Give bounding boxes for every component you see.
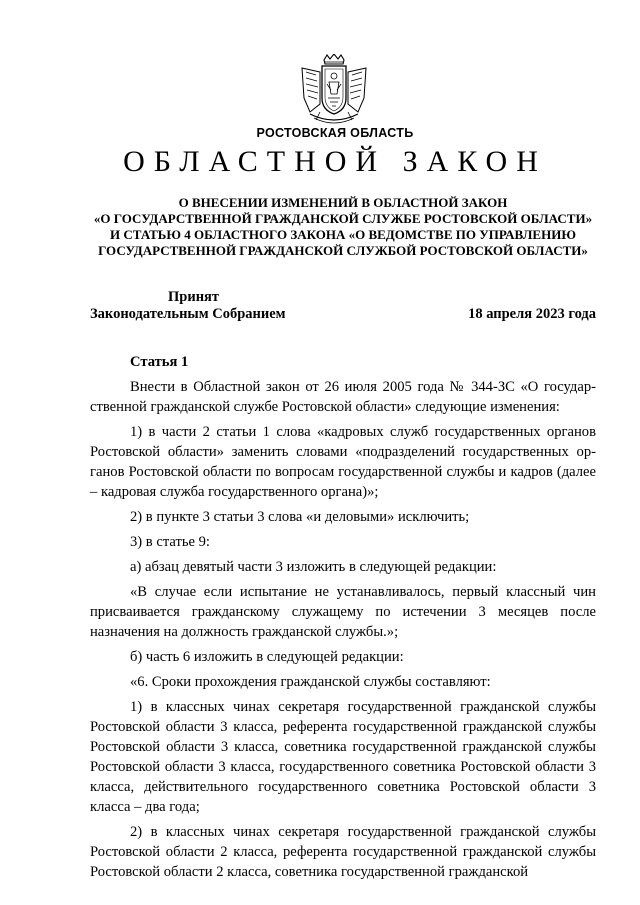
article-heading: Статья 1 [130, 354, 189, 370]
article-paragraph: а) абзац девятый части 3 изложить в следующей редакции: [130, 559, 497, 575]
article-paragraph: 1) в классных чинах секретаря государственной гражданской службы Ростовской области 3 класса, референта государственной гражданской службы Ростовской области 3 класса, советника государственной гражданской службы Ростовской области 3 класса, государственного советника Ростовской области 3 класса, действительного государственного советника Ростовской области 3 класса – два года; [90, 699, 596, 815]
coat-of-arms-icon [296, 54, 372, 126]
adoption-row [90, 306, 596, 323]
article-paragraph: «В случае если испытание не устанавливалось, первый классный чин присваивается гражданскому служащему по истечении 3 месяцев после назначения на должность гражданской службы.»; [90, 584, 596, 640]
article-paragraph: 1) в части 2 статьи 1 слова «кадровых служб государственных органов Ростовской области» заменить словами «подразделений государственных органов Ростовской области по вопросам государственной службы и кадров (далее – кадровая служба государственного органа)»; [90, 424, 596, 500]
law-type-heading: ОБЛАСТНОЙ ЗАКОН [123, 145, 547, 178]
adopted-label: Принят [168, 289, 220, 305]
article-paragraph: Внести в Областной закон от 26 июля 2005 года № 344-ЗС «О государственной гражданской службе Ростовской области» следующие изменения: [90, 379, 596, 415]
law-title [90, 195, 596, 259]
adoption-block [90, 289, 596, 323]
article-paragraph: б) часть 6 изложить в следующей редакции: [130, 649, 404, 665]
law-title-line: И СТАТЬЮ 4 ОБЛАСТНОГО ЗАКОНА «О ВЕДОМСТВЕ ПО УПРАВЛЕНИЮ [110, 227, 576, 242]
adoption-date: 18 апреля 2023 года [468, 306, 596, 322]
law-title-line: О ВНЕСЕНИИ ИЗМЕНЕНИЙ В ОБЛАСТНОЙ ЗАКОН [178, 195, 508, 210]
article-paragraph: 2) в классных чинах секретаря государственной гражданской службы Ростовской области 2 класса, референта государственной гражданской службы Ростовской области 2 класса, советника государственной гражданской [90, 824, 596, 880]
article-paragraph: «6. Сроки прохождения гражданской службы составляют: [130, 674, 491, 690]
adopting-body: Законодательным Собранием [90, 306, 286, 322]
law-title-line: ГОСУДАРСТВЕННОЙ ГРАЖДАНСКОЙ СЛУЖБОЙ РОСТОВСКОЙ ОБЛАСТИ» [98, 243, 588, 258]
region-name: РОСТОВСКАЯ ОБЛАСТЬ [256, 126, 414, 140]
article-body [90, 352, 596, 887]
law-title-line: «О ГОСУДАРСТВЕННОЙ ГРАЖДАНСКОЙ СЛУЖБЕ РОСТОВСКОЙ ОБЛАСТИ» [93, 211, 593, 226]
article-paragraph: 2) в пункте 3 статьи 3 слова «и деловыми» исключить; [130, 509, 470, 525]
article-paragraph: 3) в статье 9: [130, 534, 210, 550]
